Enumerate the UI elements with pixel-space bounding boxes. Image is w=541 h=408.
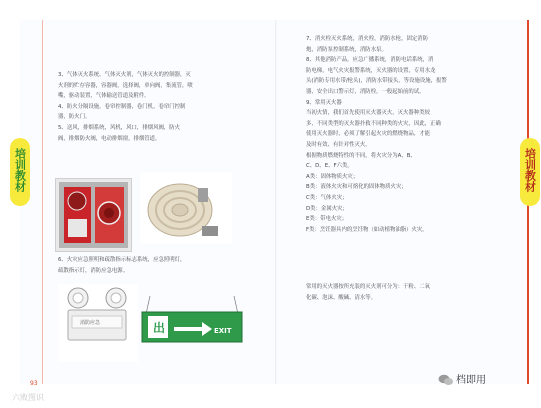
text-line: E类：带电火灾； [306, 216, 348, 223]
text-line: 及时有效、有针对性灭火。 [306, 141, 371, 148]
text-line: 8、其他消防产品，应急广播系统，消防电话系统，消 [306, 57, 434, 64]
text-line: 3、气体灭火系统，气体灭火剂，气体灭火的控制器，灭 [58, 72, 191, 78]
text-line: 化碳、泡沫、酸碱、清水等。 [306, 294, 377, 301]
text-line: 器，安全出口警示灯，消防栓，一般起始前的试。 [306, 88, 425, 95]
exit-sign-glyph: 出 [153, 321, 166, 335]
left-margin-line [42, 20, 43, 384]
right-extinguisher-text [306, 282, 506, 303]
text-line: 根据物质燃烧特性的不同，将火灾分为A、B、 [306, 152, 416, 159]
side-tab-left [10, 138, 30, 206]
side-tab-right-label: 培训教材 [523, 148, 537, 192]
text-line: 常用的灭火器按所充装的灭火剂可分为：干粉、二氧 [306, 284, 430, 290]
fire-cabinet-image [55, 178, 132, 252]
text-line: 嘴，驱动装置，气体输送管道及附件。 [58, 93, 150, 100]
text-line: 多，不同类型的灭火器扑救不同种类的火灾，因此，正确 [306, 120, 441, 127]
fire-hose-image [140, 172, 232, 244]
text-line: C、D、E、F六类。 [306, 163, 353, 170]
text-line: 阀，排烟防火阀，电动排烟窗，排烟管道。 [58, 135, 161, 142]
text-line: 头(消防专用水带/枪头)，消防水带接头，等设施设施，报警 [306, 78, 447, 85]
side-tab-right [520, 138, 540, 206]
watermark-left: 六败图识 [12, 393, 44, 402]
left-body-text [58, 70, 254, 144]
emergency-light-image [58, 284, 138, 362]
left-caption-text [58, 255, 254, 276]
text-line: 器，防火门。 [58, 114, 91, 121]
text-line: F类：烹饪器具内的烹饪物（如动植物油脂）火灾。 [306, 226, 428, 233]
exit-sign-label: EXIT [214, 327, 232, 335]
text-line: C类：气体火灾； [306, 194, 348, 201]
text-line: 4、防火分隔设施，卷帘控制器，卷门机，卷帘门控制 [58, 103, 186, 110]
watermark-right: 档即用 [456, 375, 486, 386]
text-line: 疏散指示灯，消防应急电源。 [58, 267, 129, 274]
text-line: 当初火情，我们首先使用灭火器灭火，灭火器种类较 [306, 110, 430, 117]
text-line: 9、常用灭火器 [306, 99, 342, 106]
text-line: 使用灭火器时，必须了解引起火灾的燃烧物品，才能 [306, 131, 430, 138]
side-tab-left-label: 培训教材 [13, 148, 27, 192]
text-line: 火剂的贮存容器，容器阀，选择阀，单向阀，集流管，喷 [58, 82, 193, 89]
text-line: A类：固体物质火灾； [306, 173, 359, 180]
text-line: 炮，消防泵控制系统，消防水泵。 [306, 46, 387, 53]
page-fold [275, 20, 277, 384]
right-body-text [306, 34, 506, 235]
emergency-light-label: 消防应急 [80, 320, 101, 326]
text-line: B类：液体火灾和可熔化的固体物质火灾； [306, 184, 407, 191]
text-line: 6、火灾应急照明和疏散指示标志系统，应急照明灯， [58, 257, 186, 263]
text-line: 5、送风，排烟系统，风机，风口，排烟风阀，防火 [58, 124, 181, 131]
text-line: 7、消火栓灭火系统，消火栓，消防水枪，固定消防 [306, 36, 429, 42]
text-line: 防电梯，电气火灾报警系统，灭火器的设置，专用水龙 [306, 67, 436, 74]
wechat-icon [438, 371, 454, 390]
text-line: D类：金属火灾； [306, 205, 348, 212]
exit-sign-image [140, 296, 244, 346]
page-number: 93 [30, 380, 38, 387]
